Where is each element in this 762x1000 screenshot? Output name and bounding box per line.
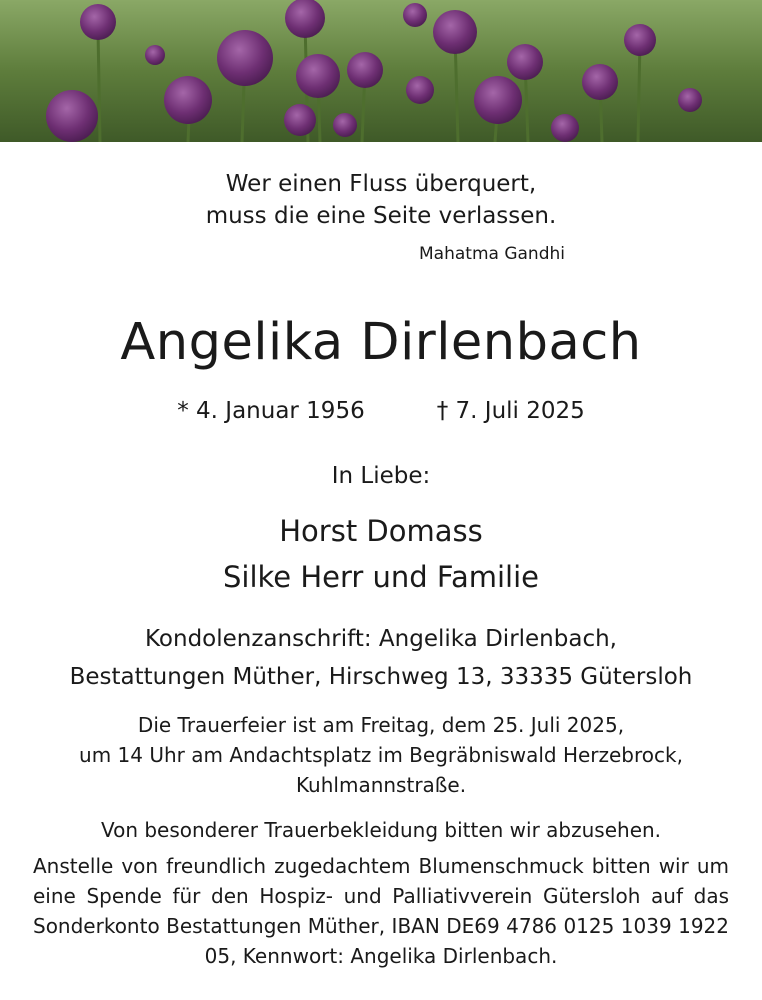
life-dates bbox=[0, 396, 762, 426]
dresscode-note: Von besonderer Trauerbekleidung bitten wir abzusehen. bbox=[100, 818, 662, 842]
ceremony-line-1: Die Trauerfeier ist am Freitag, dem 25. Juli 2025, bbox=[137, 713, 625, 737]
address-line-2: Bestattungen Müther, Hirschweg 13, 33335 Gütersloh bbox=[69, 664, 693, 690]
mourner-name: Silke Herr und Familie bbox=[223, 560, 539, 594]
birth-date: * 4. Januar 1956 bbox=[177, 398, 365, 424]
deceased-name: Angelika Dirlenbach bbox=[120, 313, 642, 372]
quote bbox=[0, 168, 762, 232]
quote-line-1: Wer einen Fluss überquert, bbox=[225, 171, 537, 197]
donation-note: Anstelle von freundlich zugedachtem Blumenschmuck bitten wir um eine Spende für den Hospiz- und Palliativverein Gütersloh auf das Sonderkonto Bestattungen Müther, IBAN DE69 4786 0125 1039 1922 05, Kennwort: Angelika Dirlenbach. bbox=[33, 854, 729, 968]
condolence-address bbox=[0, 620, 762, 696]
flower-photo bbox=[0, 0, 762, 142]
quote-author: Mahatma Gandhi bbox=[419, 244, 565, 264]
ceremony-line-2: um 14 Uhr am Andachtsplatz im Begräbniswald Herzebrock, bbox=[79, 743, 683, 767]
quote-line-2: muss die eine Seite verlassen. bbox=[205, 203, 557, 229]
address-line-1: Kondolenzanschrift: Angelika Dirlenbach, bbox=[144, 626, 617, 652]
mourner-names bbox=[0, 508, 762, 600]
ceremony-line-3: Kuhlmannstraße. bbox=[295, 773, 467, 797]
mourner-name: Horst Domass bbox=[279, 514, 483, 548]
ceremony-info bbox=[0, 710, 762, 800]
death-date: † 7. Juli 2025 bbox=[436, 398, 585, 424]
mourners-intro: In Liebe: bbox=[331, 463, 431, 489]
